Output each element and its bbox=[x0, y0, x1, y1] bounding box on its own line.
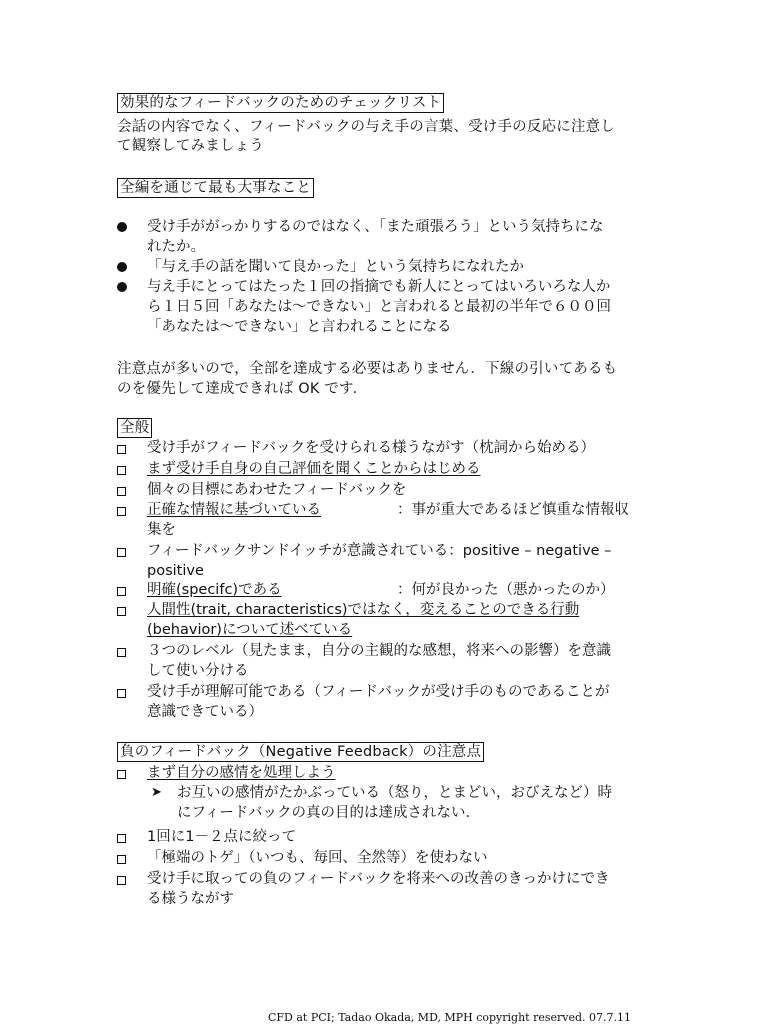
checkbox-icon bbox=[117, 487, 126, 496]
title bbox=[117, 93, 444, 113]
title-box: 効果的なフィードバックのためのチェックリスト bbox=[117, 93, 444, 113]
bullet-icon bbox=[117, 282, 127, 292]
arrow-bullet-icon: ➤ bbox=[151, 785, 162, 800]
negative-heading-box: 負のフィードバック（Negative Feedback）の注意点 bbox=[117, 742, 484, 762]
general-heading bbox=[117, 418, 152, 438]
checkbox-icon bbox=[117, 607, 126, 616]
checkbox-icon bbox=[117, 548, 126, 557]
bullet-icon bbox=[117, 222, 127, 232]
general-heading-box: 全般 bbox=[117, 418, 152, 438]
checkbox-icon bbox=[117, 876, 126, 885]
bullet-icon bbox=[117, 262, 127, 272]
checkbox-icon bbox=[117, 770, 126, 779]
intro-line-1: 会話の内容でなく、フィードバックの与え手の言葉、受け手の反応に注意し bbox=[117, 119, 616, 135]
checkbox-icon bbox=[117, 466, 126, 475]
note-line-1: 注意点が多いので，全部を達成する必要はありません．下線の引いてあるも bbox=[117, 361, 618, 377]
checkbox-icon bbox=[117, 855, 126, 864]
intro-line-2: て観察してみましょう bbox=[117, 138, 264, 154]
checkbox-icon bbox=[117, 507, 126, 516]
checkbox-icon bbox=[117, 445, 126, 454]
checkbox-icon bbox=[117, 648, 126, 657]
checkbox-icon bbox=[117, 689, 126, 698]
footer-copyright: CFD at PCI; Tadao Okada, MD, MPH copyright reserved. 07.7.11 bbox=[268, 1011, 632, 1024]
most-important-heading bbox=[117, 178, 314, 198]
checkbox-icon bbox=[117, 834, 126, 843]
document-page: 効果的なフィードバックのためのチェックリスト 会話の内容でなく、フィードバックの与え手の言葉、受け手の反応に注意し て観察してみましょう 全編を通じて最も大事なこと 受け手ががっかりするのではなく、「また頑張ろう」という気持ちにな れたか。 「与え手の話を聞いて良かった」という気持ちになれたか 与え手にとってはたった１回の指摘でも新人にとってはいろいろな人か ら１日５回「あなたは～できない」と言われると最初の半年で６００回 「あなたは～できない」と言われることになる 注意点が多いので，全部を達成する必要はありません．下線の引いてあるも のを優先して達成できれば OK です． 全般 受け手がフィードバックを受けられる様うながす（枕詞から始める） まず受け手自身の自己評価を聞くことからはじめる 個々の目標にあわせたフィードバックを 正確な情報に基づいている ：事が重大であるほど慎重な情報収 集を フィードバックサンドイッチが意識されている：positive – negative – positive 明確(specifc)である ：何が良かった（悪かったのか） 人間性(trait, characteristics)ではなく，変えることのできる行動 (behavior)について述べている ３つのレベル（見たまま，自分の主観的な感想，将来への影響）を意識 して使い分ける 受け手が理解可能である（フィードバックが受け手のものであることが 意識できている） 負のフィードバック（Negative Feedback）の注意点 まず自分の感情を処理しよう ➤ お互いの感情がたかぶっている（怒り，とまどい，おびえなど）時 にフィードバックの真の目的は達成されない． 1回に1－２点に絞って 「極端のトゲ」（いつも、毎回、全然等）を使わない 受け手に取っての負のフィードバックを将来への改善のきっかけにでき る様うながす CFD at PCI; Tadao Okada, MD, MPH copyright reserved. 07.7.11 bbox=[117, 95, 632, 1024]
most-important-heading-box: 全編を通じて最も大事なこと bbox=[117, 178, 314, 198]
note-line-2: のを優先して達成できれば OK です． bbox=[117, 381, 368, 397]
checkbox-icon bbox=[117, 587, 126, 596]
negative-heading bbox=[117, 742, 484, 762]
